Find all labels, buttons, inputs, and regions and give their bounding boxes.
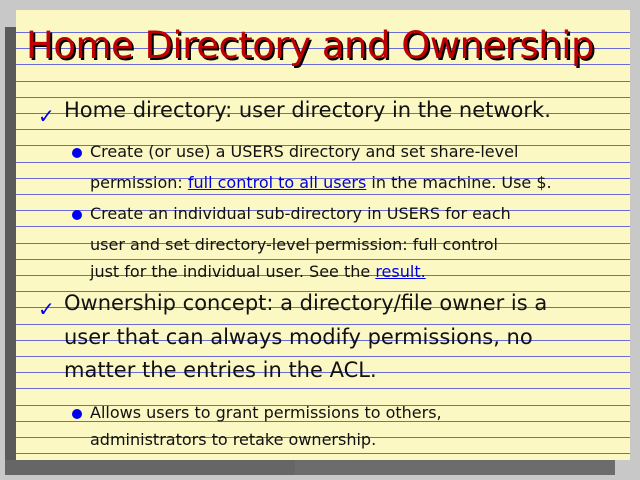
- ruled-line: [16, 162, 630, 163]
- ruled-line: [16, 259, 630, 260]
- sub-bullet-text: [90, 262, 426, 281]
- slide: [16, 10, 630, 460]
- bullet-text: Ownership concept: a directory/file owner is a: [64, 291, 548, 315]
- ruled-line: [16, 194, 630, 195]
- sub-bullet-text: Create (or use) a USERS directory and set share-level: [90, 142, 519, 161]
- text: permission:: [90, 173, 188, 192]
- sub-bullet-text: [90, 173, 552, 192]
- result-link[interactable]: result.: [375, 262, 426, 281]
- ruled-line: [16, 81, 630, 82]
- text: in the machine. Use $.: [366, 173, 552, 192]
- sub-bullet-text: Create an individual sub-directory in USERS for each: [90, 204, 511, 223]
- bullet-text: user that can always modify permissions, no: [64, 325, 533, 349]
- bullet-dot-icon: [72, 409, 82, 419]
- check-icon: ✓: [38, 297, 55, 321]
- bullet-dot-icon: [72, 210, 82, 220]
- paper-shadow: [5, 460, 295, 475]
- paper-shadow: [295, 460, 615, 475]
- text: just for the individual user. See the: [90, 262, 376, 281]
- bullet-text: matter the entries in the ACL.: [64, 358, 377, 382]
- full-control-link[interactable]: full control to all users: [187, 173, 367, 192]
- slide-title: Home Directory and Ownership: [26, 24, 594, 67]
- check-icon: ✓: [38, 104, 55, 128]
- ruled-line: [16, 388, 630, 389]
- ruled-line: [16, 453, 630, 454]
- sub-bullet-text: user and set directory-level permission: full control: [90, 235, 498, 254]
- ruled-line: [16, 129, 630, 130]
- ruled-line: [16, 356, 630, 357]
- ruled-line: [16, 226, 630, 227]
- sub-bullet-text: Allows users to grant permissions to others,: [90, 403, 442, 422]
- bullet-text: Home directory: user directory in the network.: [64, 98, 551, 122]
- sub-bullet-text: administrators to retake ownership.: [90, 430, 377, 449]
- bullet-dot-icon: [72, 148, 82, 158]
